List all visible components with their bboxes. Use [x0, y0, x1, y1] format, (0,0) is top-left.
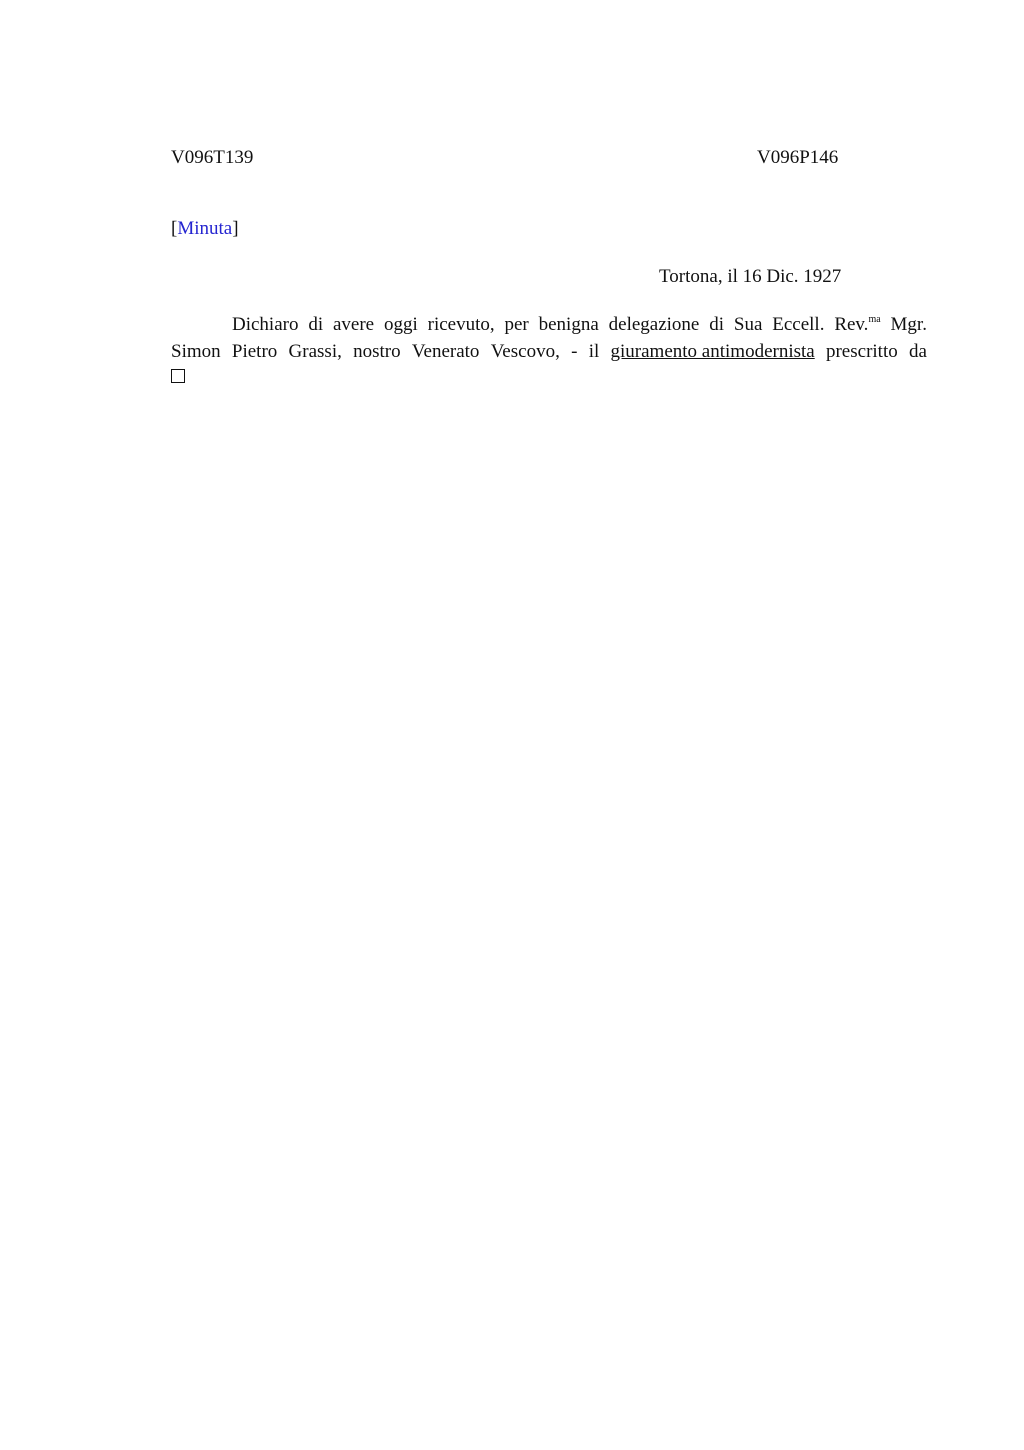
word: Venerato [411, 341, 480, 362]
word: Vescovo, [490, 341, 560, 362]
body-line-2 [171, 340, 927, 364]
body-line-1 [171, 313, 927, 340]
word: Mgr. [890, 314, 927, 335]
word: Rev. [834, 314, 869, 335]
empty-box-icon [171, 369, 185, 383]
word: Eccell. [772, 314, 825, 335]
word: ricevuto, [427, 314, 495, 335]
word: Simon [171, 341, 221, 362]
word: delegazione [608, 314, 700, 335]
title-abbreviation [834, 313, 880, 340]
open-bracket: [ [171, 218, 178, 239]
word: oggi [383, 314, 418, 335]
word: Sua [733, 314, 763, 335]
superscript: ma [868, 314, 881, 325]
word: avere [332, 314, 375, 335]
body-paragraph [171, 313, 927, 390]
word: nostro [353, 341, 401, 362]
word: da [909, 341, 927, 362]
word: Pietro [231, 341, 278, 362]
date-line: Tortona, il 16 Dic. 1927 [659, 266, 842, 287]
word: - [571, 341, 578, 362]
minuta-note [171, 218, 239, 240]
word: il [588, 341, 600, 362]
word: di [308, 314, 324, 335]
minuta-label: Minuta [177, 218, 233, 239]
document-code-right: V096P146 [757, 147, 839, 168]
word: per [504, 314, 529, 335]
close-bracket: ] [232, 218, 239, 239]
word: Dichiaro [232, 314, 299, 335]
word: Grassi, [288, 341, 342, 362]
document-code-left: V096T139 [171, 147, 254, 168]
body-line-3 [171, 364, 927, 390]
word: di [709, 314, 725, 335]
underlined-phrase: giuramento antimodernista [610, 341, 815, 362]
word: prescritto [825, 341, 898, 362]
word: benigna [538, 314, 599, 335]
